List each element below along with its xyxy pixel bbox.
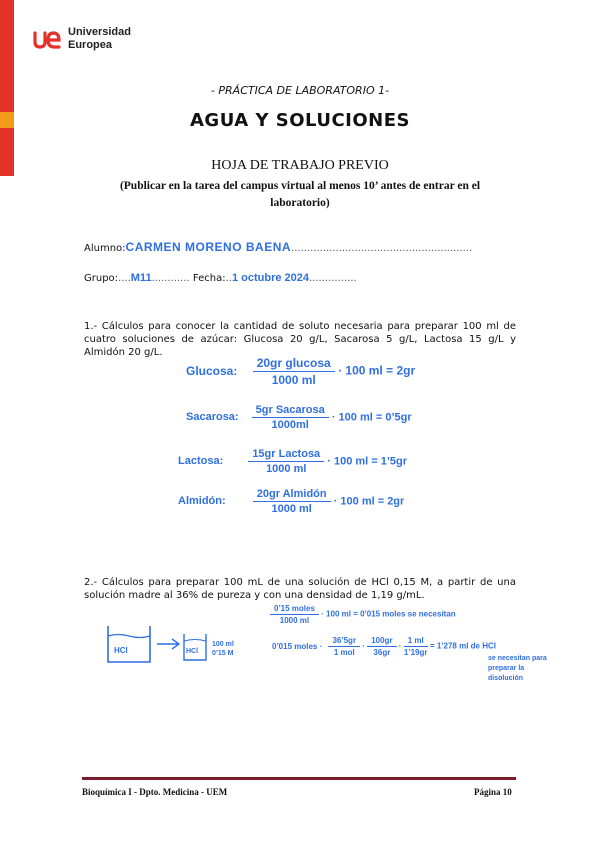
beaker-stock-label: HCl [114,646,128,655]
university-logo-text [68,26,131,52]
q1-row-sacarosa [186,404,412,431]
alumno-field [84,240,472,254]
beaker-dilution-icon [182,632,208,662]
question-2-text: 2.- Cálculos para preparar 100 mL de una solución de HCl 0,15 M, a partir de una solución madre al 36% de pureza y con una densidad de 1,19 g/mL. [84,577,516,601]
q1-fraction: $\frac{\text{20gr glucosa}}{1000 ml}$ [253,356,335,387]
q1-row-result: · 100 ml = 1’5gr [327,455,408,468]
footer-course: Bioquímica I - Dpto. Medicina - UEM [82,787,228,797]
grupo-label: Grupo: [84,273,119,284]
q1-fraction: $\frac{\text{5gr Sacarosa}}{1000ml}$ [252,404,329,431]
q2-fraction-molar-mass: $\frac{36’5gr}{\text{1 mol}}$ [328,636,360,657]
q1-row-result: · 100 ml = 0’5gr [331,411,412,424]
q1-row-label: Sacarosa: [186,411,239,424]
grupo-value: M11 [130,272,152,284]
beaker-stock-icon [106,624,152,664]
q1-row-almidon [178,488,404,515]
footer-rule [82,777,516,780]
q1-row-result: · 100 ml = 2gr [333,495,405,508]
fecha-value: 1 octubre 2024 [231,272,309,284]
beaker-dilution-label: HCl [186,648,199,655]
q2-step2-label: 0’015 moles · [272,641,323,651]
q1-row-lactosa [178,448,407,475]
arrow-right-icon [156,638,182,650]
q2-result-note: se necesitan para preparar la disolución [488,655,547,682]
q1-row-label: Glucosa: [186,363,238,378]
fecha-label: Fecha: [192,273,226,284]
q1-row-result: · 100 ml = 2gr [338,363,416,378]
alumno-dots: ......................................................... [291,243,473,254]
university-logo-icon [32,28,62,50]
practice-subtitle: - PRÁCTICA DE LABORATORIO 1- [210,84,390,97]
q1-row-label: Almidón: [178,495,226,508]
alumno-value: CARMEN MORENO BAENA [125,240,292,254]
sheet-note: (Publicar en la tarea del campus virtual al menos 10’ antes de entrar en el laboratorio) [119,180,481,209]
q2-step1 [270,604,456,625]
q2-fraction-purity: $\frac{100gr}{36gr}$ [367,636,396,657]
footer-page-number: Página 10 [474,787,512,797]
question-1-text: 1.- Cálculos para conocer la cantidad de soluto necesaria para preparar 100 ml de cuatro soluciones de azúcar: Glucosa 20 g/L, Sacarosa 5 g/L, Lactosa 15 g/L y Almidón 20 g/L. [84,321,516,358]
q2-fraction-density: $\frac{1 ml}{1’19gr}$ [403,636,428,657]
q2-step1-result: · 100 ml = 0’015 moles se necesitan [321,609,456,619]
beaker-dilution-notes: 100 ml 0’15 M [212,641,234,657]
page-title: AGUA Y SOLUCIONES [189,110,410,131]
logo-line2: Europea [68,39,113,51]
q2-step1-fraction: $\frac{\text{0’15 moles}}{1000 ml}$ [270,604,319,625]
alumno-label: Alumno: [84,243,126,254]
logo-line1: Universidad [68,26,131,38]
q2-result: = 1’278 ml de HCl [429,641,496,651]
q1-row-label: Lactosa: [178,455,224,468]
q1-fraction: $\frac{\text{20gr Almidón}}{1000 ml}$ [253,488,331,515]
q2-step2: 0’015 moles · $\frac{36’5gr}{\text{1 mol}}$ · $\frac{100gr}{36gr}$ · $\frac{1 ml}{1’19gr}$ = 1’278 ml de HCl [272,636,496,657]
grupo-fecha-field: Grupo:....M11............ Fecha:..1 octubre 2024............... [84,272,357,284]
q1-row-glucosa [186,356,415,387]
q1-fraction: $\frac{\text{15gr Lactosa}}{1000 ml}$ [248,448,324,475]
sheet-title: HOJA DE TRABAJO PREVIO [211,158,389,173]
